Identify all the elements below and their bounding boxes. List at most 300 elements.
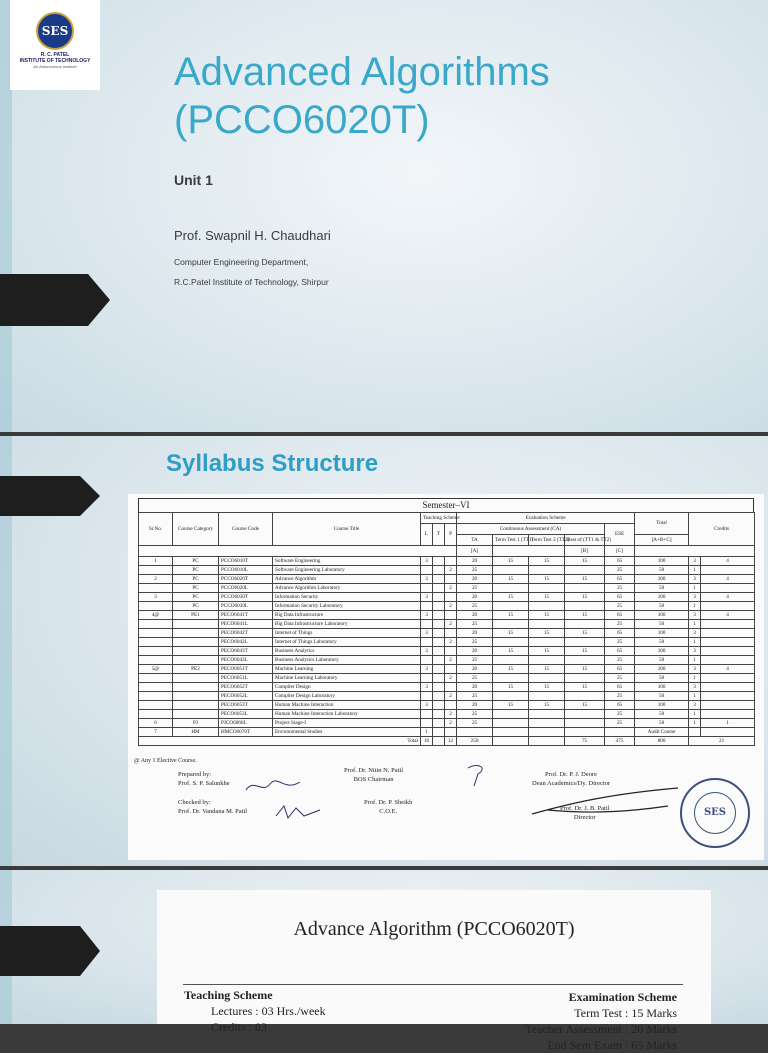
- signature-coe: Prof. Dr. P. Sheikh C.O.E.: [364, 799, 413, 815]
- table-cell-title: Big Data Infrastructure Laboratory: [273, 620, 421, 629]
- header-l: L: [421, 524, 433, 546]
- table-cell-ta: 25: [457, 620, 493, 629]
- institute-logo: [10, 0, 100, 90]
- table-cell-title: Machine Learning Laboratory: [273, 674, 421, 683]
- table-cell-total: 50: [635, 692, 689, 701]
- table-cell-title: Environmental Studies: [273, 728, 421, 737]
- logo-line-2: INSTITUTE OF TECHNOLOGY: [19, 58, 91, 64]
- table-cell-total: 50: [635, 566, 689, 575]
- divider: [183, 984, 683, 985]
- table-cell-cat: [173, 692, 219, 701]
- slide-title-heading: [174, 48, 550, 144]
- table-cell-ta: 25: [457, 638, 493, 647]
- table-cell-l: [421, 620, 433, 629]
- header-title: Course Title: [273, 513, 421, 546]
- table-cell-p: 2: [445, 674, 457, 683]
- table-cell-title: Project Stage-I: [273, 719, 421, 728]
- table-cell-tt2: [529, 602, 565, 611]
- table-cell-grp: [701, 710, 755, 719]
- table-cell-code: PECO6043T: [219, 647, 273, 656]
- table-cell-code: HMCO6070T: [219, 728, 273, 737]
- table-cell-ese: 25: [605, 638, 635, 647]
- table-cell-best: [565, 566, 605, 575]
- header-credits: Credits: [689, 513, 755, 546]
- table-cell-code: PECO6053T: [219, 701, 273, 710]
- table-cell-grp: [701, 638, 755, 647]
- table-cell-t: [433, 638, 445, 647]
- table-cell-ta: 20: [457, 593, 493, 602]
- table-cell-p: [445, 611, 457, 620]
- total-l: 16: [421, 737, 433, 746]
- table-cell-p: [445, 593, 457, 602]
- table-cell-cat: HM: [173, 728, 219, 737]
- table-cell-total: 50: [635, 656, 689, 665]
- table-cell-code: PCCO6010L: [219, 566, 273, 575]
- header-total: Total: [635, 513, 689, 535]
- table-row: [139, 719, 755, 728]
- table-cell-best: 15: [565, 629, 605, 638]
- table-cell-cr: 3: [689, 665, 701, 674]
- table-cell-p: [445, 629, 457, 638]
- table-cell-code: PCCO6010T: [219, 557, 273, 566]
- credits-info: Credits : 03: [211, 1020, 267, 1034]
- table-cell-l: 3: [421, 575, 433, 584]
- table-row: [139, 575, 755, 584]
- table-cell-p: [445, 665, 457, 674]
- table-cell-total: 50: [635, 602, 689, 611]
- signature-scribble: [244, 776, 304, 796]
- title-line-2: (PCCO6020T): [174, 98, 430, 142]
- table-cell-ese: 65: [605, 575, 635, 584]
- table-cell-p: [445, 683, 457, 692]
- table-cell-code: PCCO6020T: [219, 575, 273, 584]
- table-cell-grp: 4: [701, 593, 755, 602]
- header-code: Course Code: [219, 513, 273, 546]
- table-cell-sr: [139, 647, 173, 656]
- table-cell-cat: PC: [173, 593, 219, 602]
- table-row: [139, 665, 755, 674]
- table-cell-ta: 20: [457, 557, 493, 566]
- table-cell-cr: 3: [689, 629, 701, 638]
- header-spacer: [635, 546, 755, 557]
- table-cell-cat: [173, 629, 219, 638]
- table-cell-cr: 3: [689, 683, 701, 692]
- teacher-assessment-info: Teacher Assessment : 20 Marks: [525, 1022, 677, 1036]
- table-cell-tt1: [493, 602, 529, 611]
- signature-scribble: [464, 762, 494, 788]
- table-cell-code: PECO6052T: [219, 683, 273, 692]
- table-cell-l: 3: [421, 593, 433, 602]
- arrow-decoration: [0, 476, 100, 516]
- table-cell-total: 100: [635, 629, 689, 638]
- table-cell-l: [421, 584, 433, 593]
- table-cell-cr: 3: [689, 557, 701, 566]
- table-cell-t: [433, 602, 445, 611]
- table-cell-sr: [139, 683, 173, 692]
- header-srno: Sr.No.: [139, 513, 173, 546]
- table-cell-tt2: [529, 692, 565, 701]
- table-cell-sr: [139, 710, 173, 719]
- table-cell-best: [565, 656, 605, 665]
- table-cell-title: Advance Algorithm Laboratory: [273, 584, 421, 593]
- table-cell-ese: 25: [605, 584, 635, 593]
- table-cell-l: 1: [421, 728, 433, 737]
- table-cell-cat: [173, 656, 219, 665]
- table-row: [139, 692, 755, 701]
- table-cell-l: [421, 656, 433, 665]
- table-cell-best: 15: [565, 665, 605, 674]
- table-cell-tt1: [493, 620, 529, 629]
- table-cell-tt2: [529, 728, 565, 737]
- table-cell-title: Business Analytics: [273, 647, 421, 656]
- table-cell-sr: [139, 602, 173, 611]
- table-cell-grp: [701, 683, 755, 692]
- table-cell-tt1: [493, 719, 529, 728]
- table-cell-ta: 20: [457, 611, 493, 620]
- table-cell-tt2: 15: [529, 611, 565, 620]
- table-cell-grp: [701, 647, 755, 656]
- title-line-1: Advanced Algorithms: [174, 50, 550, 94]
- table-cell-grp: 4: [701, 611, 755, 620]
- table-cell-l: 3: [421, 629, 433, 638]
- table-cell-title: Information Security Laboratory: [273, 602, 421, 611]
- table-cell-tt2: 15: [529, 593, 565, 602]
- syllabus-title: Syllabus Structure: [166, 450, 379, 477]
- table-cell-best: [565, 602, 605, 611]
- logo-line-1: R. C. PATEL: [40, 52, 70, 58]
- table-cell-ese: 25: [605, 674, 635, 683]
- institute-stamp: [680, 778, 750, 848]
- header-abc: [A+B+C]: [635, 535, 689, 546]
- syllabus-scan: [128, 494, 764, 860]
- table-cell-tt1: [493, 656, 529, 665]
- header-a: [A]: [457, 546, 493, 557]
- table-cell-cat: PC: [173, 602, 219, 611]
- table-cell-tt2: [529, 638, 565, 647]
- table-cell-tt1: 15: [493, 647, 529, 656]
- total-blank: [493, 737, 529, 746]
- table-cell-ese: 25: [605, 566, 635, 575]
- table-cell-tt2: 15: [529, 629, 565, 638]
- arrow-decoration: [0, 274, 110, 326]
- table-cell-tt2: [529, 656, 565, 665]
- signature-scribble: [274, 804, 324, 822]
- signature-dean: Prof. Dr. P. J. Deore Dean Academics/Dy. Director: [532, 771, 611, 787]
- table-cell-t: [433, 683, 445, 692]
- table-cell-ta: 20: [457, 575, 493, 584]
- table-cell-best: [565, 728, 605, 737]
- table-cell-l: 3: [421, 557, 433, 566]
- header-c: [C]: [605, 546, 635, 557]
- table-cell-best: [565, 584, 605, 593]
- table-cell-tt2: 15: [529, 665, 565, 674]
- table-cell-p: 2: [445, 602, 457, 611]
- table-cell-l: [421, 602, 433, 611]
- table-cell-p: [445, 575, 457, 584]
- table-cell-tt2: [529, 710, 565, 719]
- term-test-info: Term Test : 15 Marks: [574, 1006, 677, 1020]
- table-cell-title: Information Security: [273, 593, 421, 602]
- table-cell-ese: 25: [605, 656, 635, 665]
- table-cell-sr: 4@: [139, 611, 173, 620]
- table-cell-title: Internet of Things: [273, 629, 421, 638]
- table-cell-ese: 65: [605, 557, 635, 566]
- table-cell-ese: 65: [605, 683, 635, 692]
- table-cell-cr: 1: [689, 719, 701, 728]
- table-cell-grp: [701, 620, 755, 629]
- table-cell-title: Machine Learning: [273, 665, 421, 674]
- lectures-info: Lectures : 03 Hrs./week: [211, 1004, 326, 1018]
- table-cell-tt2: [529, 566, 565, 575]
- table-cell-sr: [139, 692, 173, 701]
- table-cell-code: PECO6051L: [219, 674, 273, 683]
- table-cell-total: 100: [635, 647, 689, 656]
- table-cell-cr: [689, 728, 701, 737]
- table-cell-code: PECO6051T: [219, 665, 273, 674]
- table-row: [139, 584, 755, 593]
- table-cell-p: [445, 701, 457, 710]
- syllabus-rows: [139, 557, 755, 737]
- table-cell-total: 100: [635, 665, 689, 674]
- table-cell-code: PCCO6030T: [219, 593, 273, 602]
- table-row: [139, 638, 755, 647]
- table-cell-ese: 25: [605, 602, 635, 611]
- table-cell-code: PECO6052L: [219, 692, 273, 701]
- table-cell-title: Human Machine Interaction: [273, 701, 421, 710]
- slide-course-details: [0, 870, 768, 1052]
- table-cell-sr: [139, 584, 173, 593]
- table-cell-sr: 1: [139, 557, 173, 566]
- table-cell-ese: [605, 728, 635, 737]
- table-cell-tt1: 15: [493, 629, 529, 638]
- table-cell-ta: 25: [457, 584, 493, 593]
- table-cell-ese: 25: [605, 719, 635, 728]
- table-cell-ese: 65: [605, 701, 635, 710]
- table-cell-sr: 5@: [139, 665, 173, 674]
- table-cell-cat: PC: [173, 584, 219, 593]
- table-cell-sr: [139, 656, 173, 665]
- table-cell-total: 100: [635, 683, 689, 692]
- table-cell-grp: 1: [701, 719, 755, 728]
- table-cell-cat: [173, 701, 219, 710]
- exam-scheme-label: Examination Scheme: [568, 990, 677, 1004]
- header-tt2: Term Test 2 (TT2): [529, 535, 565, 546]
- table-cell-best: 15: [565, 701, 605, 710]
- table-cell-cat: [173, 683, 219, 692]
- table-cell-best: [565, 692, 605, 701]
- total-label: Total: [139, 737, 421, 746]
- table-cell-ta: 25: [457, 602, 493, 611]
- table-cell-cat: PC: [173, 566, 219, 575]
- table-cell-ese: 25: [605, 692, 635, 701]
- total-row: [139, 737, 755, 746]
- table-cell-t: [433, 692, 445, 701]
- header-p: P: [445, 524, 457, 546]
- table-cell-code: PECO6053L: [219, 710, 273, 719]
- table-cell-grp: [701, 701, 755, 710]
- table-cell-best: 15: [565, 683, 605, 692]
- table-cell-sr: [139, 701, 173, 710]
- table-cell-p: [445, 557, 457, 566]
- table-cell-l: 3: [421, 647, 433, 656]
- table-cell-l: 3: [421, 665, 433, 674]
- header-ca: Continuous Assessment (CA): [457, 524, 605, 535]
- table-cell-title: Compiler Design: [273, 683, 421, 692]
- table-cell-total: 50: [635, 719, 689, 728]
- table-cell-p: 2: [445, 584, 457, 593]
- table-row: [139, 611, 755, 620]
- table-cell-p: 2: [445, 719, 457, 728]
- table-cell-t: [433, 575, 445, 584]
- table-cell-sr: 2: [139, 575, 173, 584]
- table-cell-sr: [139, 620, 173, 629]
- table-cell-sr: 3: [139, 593, 173, 602]
- table-row: [139, 557, 755, 566]
- table-cell-t: [433, 665, 445, 674]
- table-cell-best: [565, 620, 605, 629]
- table-row: [139, 728, 755, 737]
- table-cell-total: 50: [635, 674, 689, 683]
- table-cell-code: PECO6042L: [219, 638, 273, 647]
- table-cell-t: [433, 557, 445, 566]
- table-cell-cat: PJ: [173, 719, 219, 728]
- table-cell-p: [445, 647, 457, 656]
- table-cell-t: [433, 584, 445, 593]
- signature-director: Prof. Dr. J. B. Patil Director: [560, 805, 610, 821]
- table-cell-ta: 25: [457, 710, 493, 719]
- table-cell-cr: 3: [689, 701, 701, 710]
- table-cell-tt1: [493, 638, 529, 647]
- logo-tagline: An Autonomous Institute: [33, 64, 77, 69]
- header-category: Course Category: [173, 513, 219, 546]
- table-cell-tt1: 15: [493, 575, 529, 584]
- professor-name: Prof. Swapnil H. Chaudhari: [174, 228, 331, 243]
- table-cell-tt1: [493, 584, 529, 593]
- table-cell-total: 100: [635, 557, 689, 566]
- table-cell-p: 2: [445, 656, 457, 665]
- table-cell-tt1: 15: [493, 593, 529, 602]
- table-cell-tt1: 15: [493, 611, 529, 620]
- table-cell-ta: 25: [457, 566, 493, 575]
- syllabus-table: [138, 512, 755, 746]
- table-cell-title: Big Data Infrastructure: [273, 611, 421, 620]
- table-cell-cr: 3: [689, 647, 701, 656]
- table-cell-cat: [173, 638, 219, 647]
- table-cell-t: [433, 674, 445, 683]
- table-cell-tt2: 15: [529, 701, 565, 710]
- table-cell-l: [421, 638, 433, 647]
- emblem-icon: SES: [36, 12, 74, 50]
- table-cell-tt2: 15: [529, 683, 565, 692]
- table-cell-t: [433, 566, 445, 575]
- table-cell-ese: 65: [605, 611, 635, 620]
- table-cell-t: [433, 656, 445, 665]
- elective-note: @ Any 1 Elective Course.: [134, 758, 197, 764]
- table-cell-tt1: 15: [493, 665, 529, 674]
- table-cell-cr: 1: [689, 674, 701, 683]
- table-row: [139, 683, 755, 692]
- table-cell-cr: 1: [689, 692, 701, 701]
- unit-label: Unit 1: [174, 172, 213, 188]
- table-cell-ta: 20: [457, 665, 493, 674]
- table-cell-sr: [139, 638, 173, 647]
- table-cell-code: PECO6042T: [219, 629, 273, 638]
- arrow-decoration: [0, 926, 100, 976]
- table-cell-ta: 25: [457, 674, 493, 683]
- signature-checked: Checked by: Prof. Dr. Vandana M. Patil: [178, 799, 248, 815]
- table-row: [139, 647, 755, 656]
- table-cell-grp: 4: [701, 665, 755, 674]
- table-cell-title: Software Engineering Laboratory: [273, 566, 421, 575]
- header-evaluation: Evaluation Scheme: [457, 513, 635, 524]
- table-row: [139, 620, 755, 629]
- slide-syllabus: [0, 436, 768, 866]
- table-cell-ta: 25: [457, 719, 493, 728]
- table-cell-t: [433, 701, 445, 710]
- header-t: T: [433, 524, 445, 546]
- table-cell-cat: [173, 620, 219, 629]
- department-name: Computer Engineering Department,: [174, 257, 309, 267]
- table-cell-total: Audit Course: [635, 728, 689, 737]
- table-cell-tt2: [529, 674, 565, 683]
- table-row: [139, 674, 755, 683]
- semester-header: Semester–VI: [138, 498, 754, 512]
- table-cell-tt1: [493, 566, 529, 575]
- total-p: 12: [445, 737, 457, 746]
- table-cell-l: [421, 674, 433, 683]
- course-scheme-scan: [157, 890, 711, 1052]
- header-ta: TA: [457, 535, 493, 546]
- table-cell-t: [433, 728, 445, 737]
- table-cell-cr: 1: [689, 620, 701, 629]
- header-spacer: [493, 546, 565, 557]
- table-cell-ese: 25: [605, 710, 635, 719]
- table-cell-t: [433, 629, 445, 638]
- table-cell-t: [433, 611, 445, 620]
- table-cell-title: Advance Algorithm: [273, 575, 421, 584]
- table-cell-ese: 65: [605, 629, 635, 638]
- table-cell-code: PJCO6060L: [219, 719, 273, 728]
- total-marks: 800: [635, 737, 689, 746]
- table-cell-p: [445, 728, 457, 737]
- table-cell-total: 50: [635, 710, 689, 719]
- header-ese: ESE: [605, 524, 635, 546]
- table-cell-total: 100: [635, 593, 689, 602]
- table-cell-grp: 4: [701, 575, 755, 584]
- table-row: [139, 593, 755, 602]
- total-blank: [529, 737, 565, 746]
- table-cell-cat: [173, 647, 219, 656]
- table-cell-tt1: [493, 674, 529, 683]
- total-ta: 250: [457, 737, 493, 746]
- table-cell-l: [421, 719, 433, 728]
- table-cell-grp: [701, 674, 755, 683]
- table-cell-cat: [173, 674, 219, 683]
- table-cell-sr: [139, 629, 173, 638]
- table-cell-cat: PE1: [173, 611, 219, 620]
- signature-prepared: Prepared by: Prof. S. P. Salunkhe: [178, 771, 230, 787]
- table-cell-tt1: 15: [493, 683, 529, 692]
- table-cell-best: 15: [565, 593, 605, 602]
- table-cell-cr: 1: [689, 566, 701, 575]
- table-cell-title: Software Engineering: [273, 557, 421, 566]
- table-cell-title: Business Analytics Laboratory: [273, 656, 421, 665]
- table-cell-tt2: [529, 584, 565, 593]
- table-cell-tt1: 15: [493, 557, 529, 566]
- table-cell-code: PECO6043L: [219, 656, 273, 665]
- table-cell-tt1: [493, 728, 529, 737]
- total-best: 75: [565, 737, 605, 746]
